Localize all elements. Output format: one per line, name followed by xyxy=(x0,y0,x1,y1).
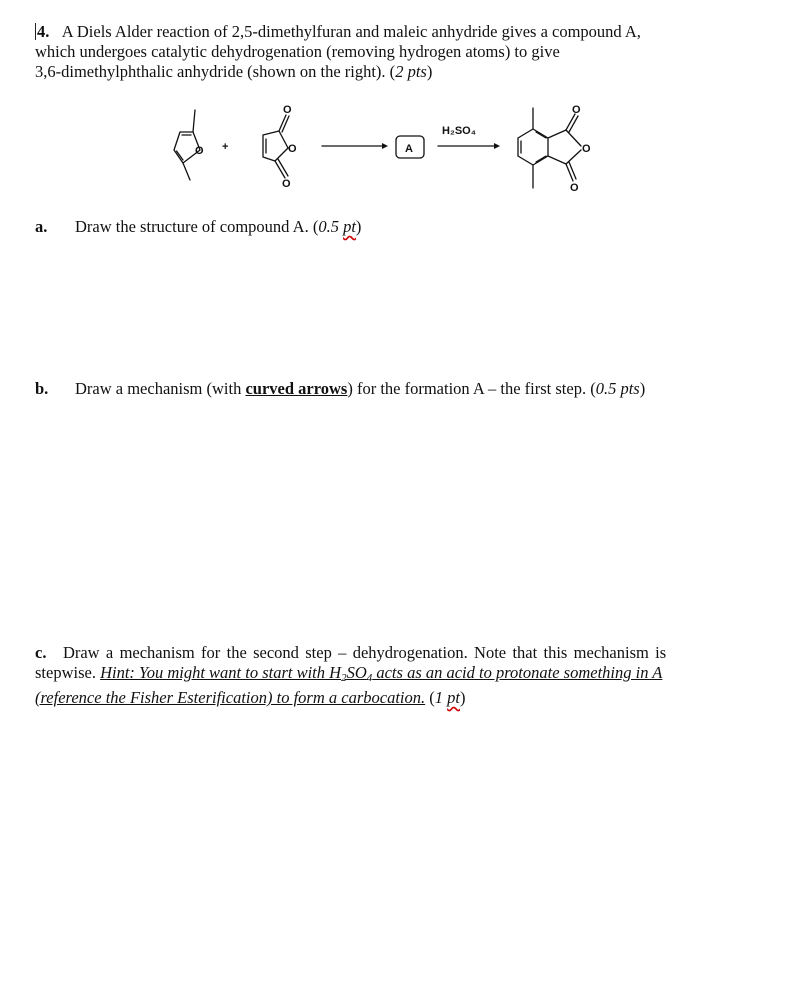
compound-a-label: A xyxy=(405,143,413,155)
part-a-text xyxy=(75,217,361,237)
part-b-label: b. xyxy=(35,379,49,398)
phthalic-oxygen-top: O xyxy=(572,104,581,116)
part-a-points-unit: pt xyxy=(343,217,356,236)
hint-text-2: SO xyxy=(346,663,367,682)
part-a-label: a. xyxy=(35,217,48,236)
part-c-hint-line-1 xyxy=(100,663,662,682)
intro-close: ) xyxy=(426,62,433,81)
phthalic-anhydride-structure xyxy=(518,108,581,188)
part-b-prompt-cont: ) for the formation A – the first step. ( xyxy=(347,379,596,398)
part-c-points-unit: pt xyxy=(447,688,460,707)
part-a-prompt: Draw the structure of compound A. ( xyxy=(75,217,319,236)
intro-points: 2 pts xyxy=(395,62,427,81)
intro-line-1 xyxy=(35,22,735,42)
furan-oxygen: O xyxy=(195,145,204,157)
reagent-h2so4: H₂SO₄ xyxy=(442,125,476,137)
anhydride-oxygen-bottom: O xyxy=(282,178,291,190)
part-b-text xyxy=(75,379,645,399)
maleic-anhydride-structure xyxy=(263,115,289,178)
part-c-label: c. xyxy=(35,643,47,662)
part-c-line-2 xyxy=(35,663,724,688)
intro-text-3: 3,6-dimethylphthalic anhydride (shown on the right). ( xyxy=(35,62,396,81)
intro-text-1: A Diels Alder reaction of 2,5-dimethylfuran and maleic anhydride gives a compound A, xyxy=(61,22,641,41)
plus-sign: + xyxy=(222,141,229,153)
intro-line-3 xyxy=(35,62,735,82)
part-c-points-num: 1 xyxy=(434,688,448,707)
part-b-points: 0.5 pts xyxy=(595,379,640,398)
part-a-close: ) xyxy=(355,217,362,236)
part-c-points-close: ) xyxy=(459,688,466,707)
part-c-hint-line-2: (reference the Fisher Esterification) to form a carbocation. xyxy=(35,688,426,707)
hint-subscript-2: 2 xyxy=(341,672,347,684)
hint-text-3: acts as an acid to protonate something in A xyxy=(372,663,663,682)
part-b-close: ) xyxy=(639,379,646,398)
part-c-line-3 xyxy=(35,688,724,708)
part-c-points xyxy=(435,688,460,707)
hint-subscript-4: 4 xyxy=(366,672,373,684)
anhydride-oxygen-top: O xyxy=(283,104,292,116)
curved-arrows-emphasis: curved arrows xyxy=(245,379,348,398)
part-a-points-num: 0.5 xyxy=(318,217,344,236)
part-c xyxy=(35,643,724,708)
intro-line-2: which undergoes catalytic dehydrogenation (removing hydrogen atoms) to give xyxy=(35,42,560,61)
part-c-points-open: ( xyxy=(425,688,435,707)
part-c-line-1 xyxy=(35,643,724,663)
question-number: 4. xyxy=(37,22,50,41)
part-b-prompt: Draw a mechanism (with xyxy=(75,379,246,398)
part-c-stepwise: stepwise. xyxy=(35,663,101,682)
anhydride-oxygen-ring: O xyxy=(288,143,297,155)
part-c-prompt: Draw a mechanism for the second step – dehydrogenation. Note that this mechanism is xyxy=(62,643,667,662)
phthalic-oxygen-bottom: O xyxy=(570,182,579,194)
hint-text-1: Hint: You might want to start with H xyxy=(100,663,342,682)
text-cursor xyxy=(35,23,36,40)
question-intro xyxy=(35,22,735,82)
reaction-scheme xyxy=(150,98,620,198)
phthalic-oxygen-ring: O xyxy=(582,143,591,155)
part-a-points xyxy=(318,217,356,236)
